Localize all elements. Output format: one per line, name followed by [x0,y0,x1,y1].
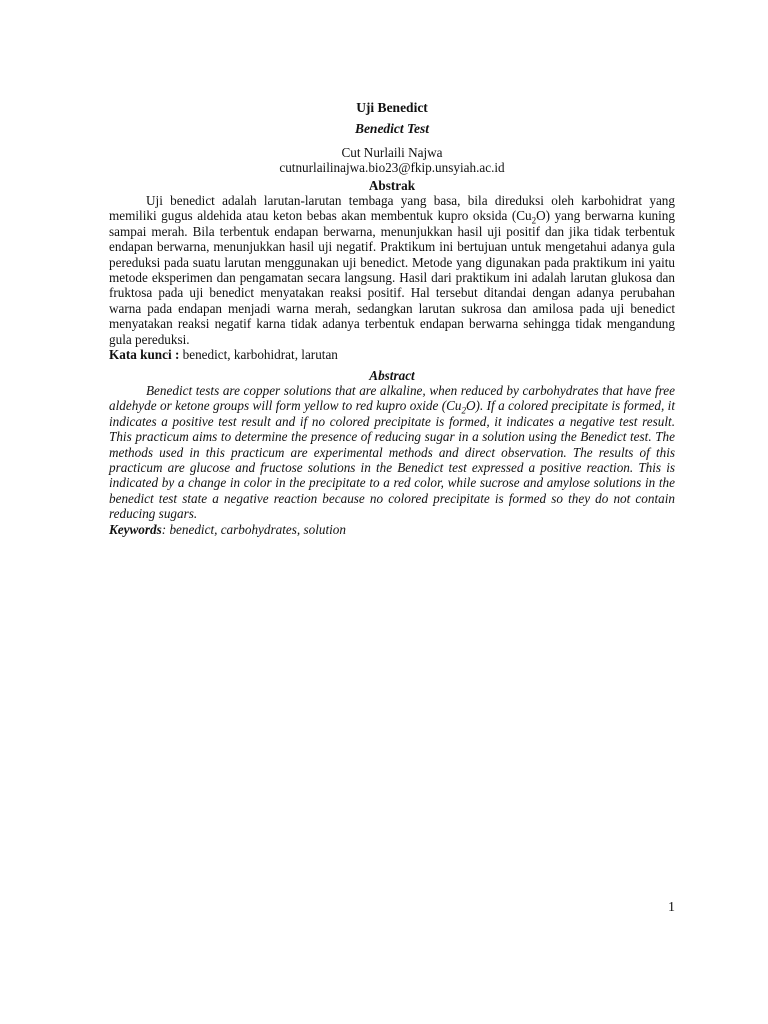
author-email: cutnurlailinajwa.bio23@fkip.unsyiah.ac.id [279,160,505,176]
document-page [109,100,675,537]
abstract-text-part-1: Benedict tests are copper solutions that are alkaline, when reduced by carbohydrates that have free aldehyde or ketone groups will form yellow to red kupro oxide (Cu [109,382,675,414]
abstrak-keywords [109,347,675,362]
abstract-keywords-value: : benedict, carbohydrates, solution [161,521,346,537]
abstract-keywords [109,522,675,537]
abstrak-keywords-label: Kata kunci : [109,347,180,363]
abstrak-text-part-1: Uji benedict adalah larutan-larutan tembaga yang basa, bila direduksi oleh karbohidrat yang memiliki gugus aldehida atau keton bebas akan membentuk kupro oksida (Cu [109,193,675,224]
abstrak-text-part-2: O) yang berwarna kuning sampai merah. Bila terbentuk endapan berwarna, menunjukkan hasil uji positif dan jika tidak terbentuk endapan berwarna, menunjukkan hasil uji negatif. Praktikum ini bertujuan untuk mengetahui adanya gula pereduksi pada suatu larutan menggunakan uji benedict. Metode yang digunakan pada praktikum ini yaitu metode eksperimen dan pengamatan secara langsung. Hasil dari praktikum ini adalah larutan glukosa dan fruktosa pada uji benedict menyatakan reaksi positif. Hal tersebut ditandai dengan adanya perubahan warna pada endapan menjadi warna merah, sedangkan larutan sukrosa dan amilosa pada uji benedict menyatakan reaksi negatif karna tidak adanya terbentuk endapan berwarna sehingga tidak mengandung gula pereduksi. [109,208,675,347]
abstract-keywords-label: Keywords [109,521,162,537]
abstract-heading: Abstract [369,367,415,383]
abstract-formula-subscript: 2 [461,405,467,416]
abstrak-formula-subscript: 2 [531,216,537,227]
document-subtitle: Benedict Test [354,121,430,137]
document-title: Uji Benedict [356,100,428,115]
author-name: Cut Nurlaili Najwa [341,144,443,160]
page-number: 1 [668,900,675,915]
abstrak-keywords-value: benedict, karbohidrat, larutan [179,347,338,363]
abstrak-heading: Abstrak [368,177,416,193]
abstract-text-part-2: O). If a colored precipitate is formed, it indicates a positive test result and if no colored precipitate is formed, it indicates a negative test result. This practicum aims to determine the presence of reducing sugar in a solution using the Benedict test. The methods used in this practicum are experimental methods and direct observation. The results of this practicum are glucose and fructose solutions in the Benedict test expressed a positive reaction. This is indicated by a change in color in the precipitate to a red color, while sucrose and amylose solutions in the benedict test state a negative reaction because no colored precipitate is formed so they do not contain reducing sugars. [109,398,675,522]
abstract-paragraph [109,383,675,522]
abstrak-paragraph [109,193,675,347]
